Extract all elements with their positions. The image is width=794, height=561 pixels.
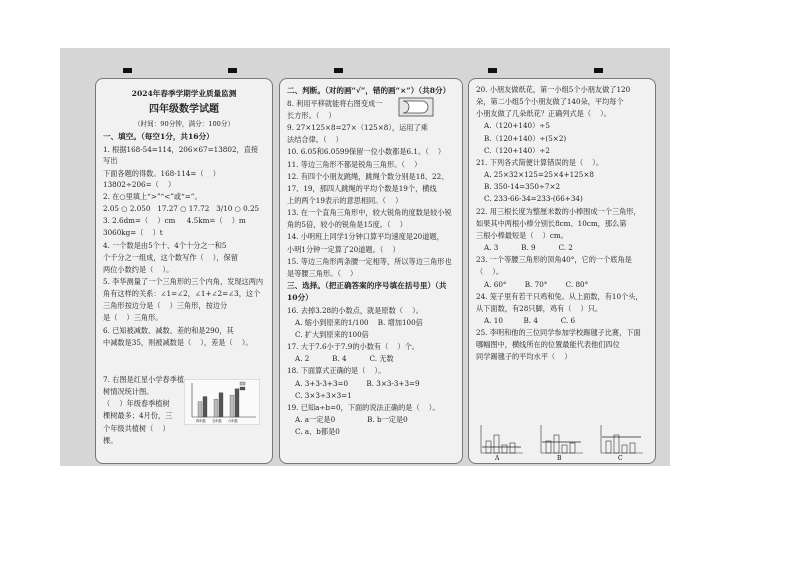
question-21: 21. 下列各式简便计算错误的是（ ）。 [476, 157, 604, 167]
question-17: 17. 大于7.6小于7.9的小数有（ ）个。 [287, 342, 419, 352]
subject-title: 四年级数学试题 [149, 103, 219, 115]
question-23-line: （ ）。 [476, 267, 504, 277]
question-20-option-a: A.（120+140）÷5 [484, 121, 550, 131]
exam-column-2 [279, 78, 463, 464]
question-9: 9. 27×125×8=27×（125×8），运用了乘 [287, 123, 428, 133]
chart-category-label: 六年级 [228, 419, 238, 423]
question-5-line: 是（ ）三角形。 [103, 313, 163, 323]
question-20: 20. 小朋友做纸花，第一小组5个小朋友做了120 [476, 85, 631, 94]
chart-category-label: 五年级 [212, 419, 222, 423]
question-7-line: 树情况统计图。 [103, 387, 154, 397]
chart-category-label: 四年级 [196, 419, 206, 423]
section-true-false: 二、判断。（对的画“√”，错的画“×”）（共8分） [287, 86, 451, 95]
question-18: 18. 下面算式正确的是（ ）。 [287, 366, 386, 376]
question-19-options: C. a、b都是0 [295, 427, 340, 437]
question-4-line: 个千分之一组成，这个数写作（ ），保留 [103, 252, 238, 262]
question-6: 6. 已知被减数、减数、差的和是290，其 [103, 325, 234, 335]
chart-option-c [601, 425, 643, 461]
question-25-line: 哪幅图中，横线所在的位置最能代表他们四位 [476, 340, 620, 350]
exam-column-3 [468, 78, 656, 464]
question-20-line: 小朋友做了几朵纸花？正确列式是（ ）。 [476, 109, 611, 119]
question-21-option-c: C. 233-66-34=233-(66+34) [484, 194, 583, 204]
chart-bar [235, 389, 239, 417]
question-25-line: 同学踢毽子的平均水平（ ） [476, 352, 572, 362]
question-12-line: 上的两个19表示的意思相同。（ ） [287, 196, 403, 206]
exam-title: 2024年春季学期学业质量监测 [131, 89, 237, 98]
question-5-line: 三角形按边分是（ ）三角形，按边分 [103, 301, 228, 311]
question-7-line: 个年级共植树（ ） [103, 423, 170, 433]
question-4: 4. 一个数是由5个十、4个十分之一和5 [103, 240, 227, 250]
question-20-option-b: B.（120+140）÷(5×2) [484, 133, 567, 143]
tree-planting-bar-chart [184, 379, 260, 425]
exam-column-1 [95, 78, 273, 464]
chart-option-b [541, 425, 583, 461]
question-12-line: 17、19，那四人跳绳的平均个数是19个，横线 [287, 183, 437, 193]
question-21-option-a: A. 25×32×125=25×4+125×8 [484, 170, 594, 180]
question-23-options: A. 60° B. 70° C. 80° [484, 279, 589, 289]
question-12: 12. 有四个小朋友跳绳，跳绳个数分别是18、22、 [287, 171, 449, 181]
question-7 [103, 374, 185, 447]
exam-info: （时间：90分钟，满分：100分） [133, 120, 235, 129]
question-16-options: C. 扩大到原来的100倍 [295, 329, 369, 339]
question-22: 22. 用三根长度为整厘米数的小棒围成一个三角形， [476, 206, 641, 216]
question-24-options: A. 10 B. 4 C. 6 [484, 315, 576, 325]
question-14: 14. 小明班上同学1分钟口算平均速度是20道题， [287, 232, 444, 242]
chart-bar [230, 395, 234, 417]
question-16: 16. 去掉3.28的小数点，就是原数（ ）。 [287, 305, 423, 315]
question-7-line: 7. 右图是红星小学春季植 [103, 375, 185, 384]
question-25: 25. 李明和他的三位同学参加学校踢毽子比赛，下面 [476, 328, 641, 338]
question-17-options: A. 2 B. 4 C. 无数 [295, 354, 394, 364]
question-13-line: 角的5倍，较小的锐角是15度。（ ） [287, 220, 407, 230]
question-1: 1. 根据168-54=114，206×67=13802，直接写出 [103, 145, 259, 166]
question-24-line: 从下面数，有28只脚，鸡有（ ）只。 [476, 303, 603, 313]
question-5-line: 角有这样的关系：∠1=∠2，∠1+∠2=∠3，这个 [103, 289, 261, 299]
question-2-items: 2.05 ○ 2.050 17.27 ○ 17.72 3/10 ○ 0.25 [103, 204, 260, 214]
registration-mark [594, 68, 603, 73]
question-8-line: 长方形。（ ） [287, 110, 336, 120]
translation-shape-figure [398, 97, 434, 117]
question-7-line: 棵。 [103, 435, 118, 445]
registration-mark [334, 68, 343, 73]
chart-bar [214, 399, 218, 417]
question-5: 5. 李华测量了一个三角形的三个内角，发现这两内 [103, 276, 264, 286]
registration-mark [123, 68, 132, 73]
question-19: 19. 已知a÷b=0，下面的说法正确的是（ ）。 [287, 402, 440, 412]
question-13: 13. 在一个直角三角形中，较大锐角的度数是较小锐 [287, 208, 452, 218]
section-multiple-choice: 三、选择。（把正确答案的序号填在括号里）（共10分） [287, 281, 447, 302]
chart-bar [198, 402, 202, 417]
question-22-line: 如果其中两根小棒分别长8cm、10cm，那么第 [476, 218, 627, 228]
question-22-options: A. 3 B. 9 C. 2 [484, 243, 573, 253]
question-4-line: 两位小数约是（ ）。 [103, 264, 174, 274]
registration-mark [228, 68, 237, 73]
question-10: 10. 6.05和6.0599保留一位小数都是6.1。（ ） [287, 147, 446, 157]
chart-bar [203, 397, 207, 417]
legend-swatch [240, 382, 245, 385]
question-7-line: （ ）年级春季植树 [103, 399, 170, 409]
question-6-line: 中减数是35，则被减数是（ ），差是（ ）。 [103, 337, 253, 347]
section-fill-in: 一、填空。（每空1分，共16分） [103, 132, 214, 142]
question-16-options: A. 缩小到原来的1/100 B. 增加100倍 [295, 317, 423, 327]
question-9-line: 法结合律。（ ） [287, 135, 343, 145]
registration-mark [488, 68, 497, 73]
question-22-line: 三根小棒最短是（ ）cm。 [476, 230, 568, 240]
question-24: 24. 笼子里有若干只鸡和兔。从上面数，有10个头， [476, 291, 643, 301]
legend-swatch [240, 387, 245, 390]
chart-label-a: A [495, 455, 500, 461]
question-2: 2. 在○里填上“>”“<”或“=”。 [103, 191, 202, 201]
question-20-line: 朵，第二小组5个小朋友做了140朵，平均每个 [476, 97, 624, 107]
question-3: 3. 2.6dm=（ ）cm 4.5km=（ ）m [103, 216, 246, 226]
chart-option-a [481, 425, 523, 461]
chart-label-c: C [618, 455, 623, 461]
question-11: 11. 等边三角形不都是锐角三角形。（ ） [287, 159, 422, 169]
question-1-items: 下面各题的得数。168-114=（ ） 13802÷206=（ ） [103, 168, 232, 189]
question-21-option-b: B. 350-14=350÷7×2 [484, 182, 561, 192]
question-15-line: 是等腰三角形。（ ） [287, 268, 358, 278]
average-line-charts [477, 421, 647, 461]
question-23: 23. 一个等腰三角形的顶角40°，它的一个底角是 [476, 255, 632, 265]
question-19-options: A. a一定是0 B. b一定是0 [295, 415, 408, 425]
question-14-line: 小明1分钟一定算了20道题。（ ） [287, 244, 400, 254]
question-15: 15. 等边三角形两条腰一定相等，所以等边三角形也 [287, 256, 452, 266]
question-20-option-c: C.（120+140）÷2 [484, 145, 550, 155]
question-3-items: 3060kg=（ ）t [103, 228, 163, 238]
chart-label-b: B [557, 455, 562, 461]
question-18-options: C. 3×3÷3×3=1 [295, 390, 352, 400]
question-8: 8. 利用平移就能将右图变成一 [287, 98, 383, 108]
question-7-line: 棵树最多；4月份，三 [103, 411, 173, 421]
chart-bar [219, 393, 223, 417]
question-18-options: A. 3+3-3+3=0 B. 3×3-3+3=9 [295, 378, 420, 388]
